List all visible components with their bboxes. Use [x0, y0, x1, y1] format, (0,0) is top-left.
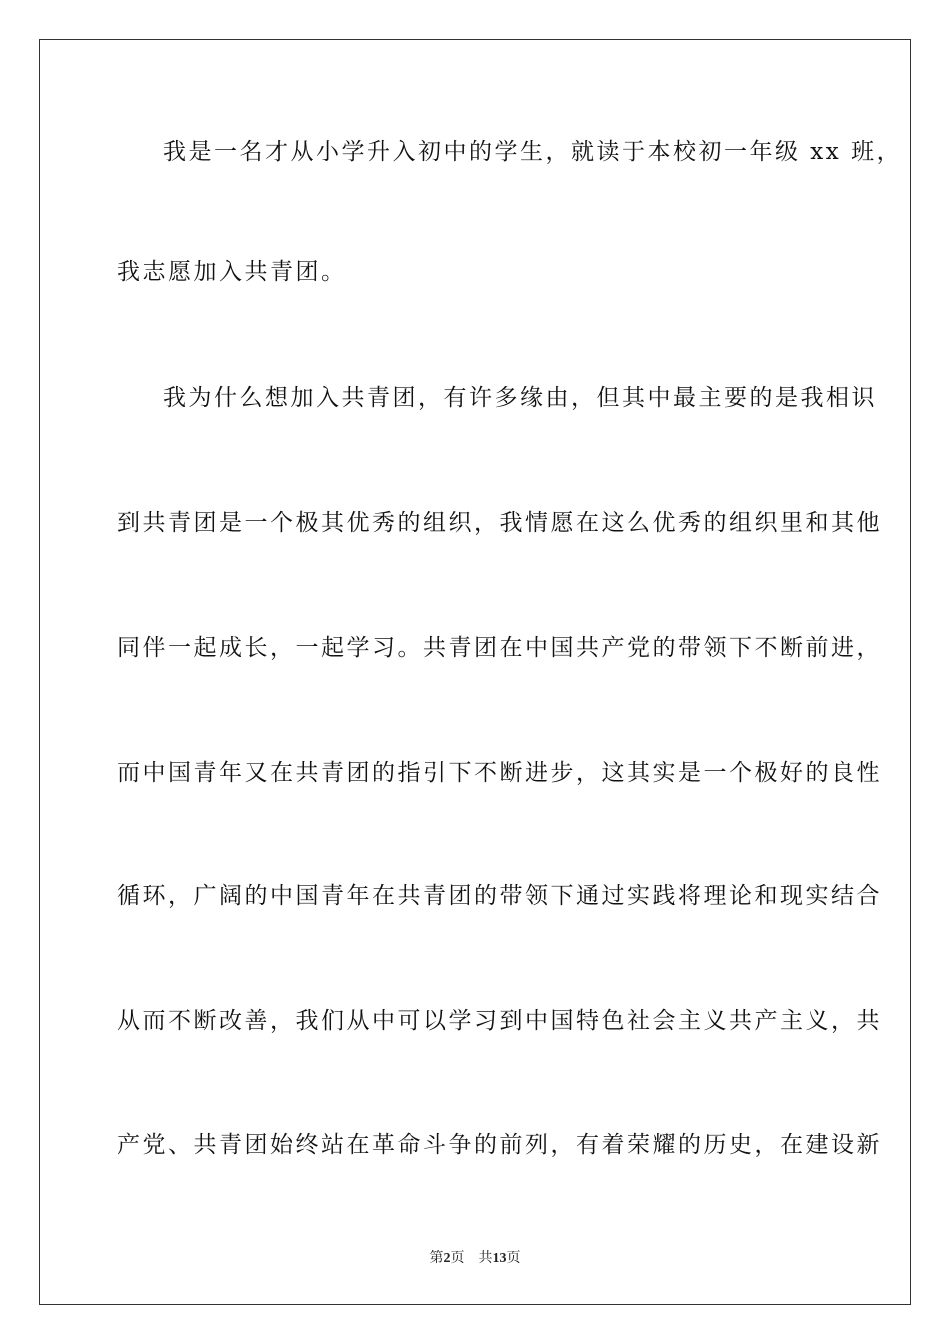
page-border: [39, 39, 911, 1305]
total-prefix: 共: [478, 1250, 493, 1266]
paragraph-2-line-2: 到共青团是一个极其优秀的组织，我情愿在这么优秀的组织里和其他: [117, 510, 882, 536]
total-suffix: 页: [506, 1250, 521, 1266]
paragraph-2-line-1: 我为什么想加入共青团，有许多缘由，但其中最主要的是我相识: [163, 385, 877, 411]
paragraph-2-line-3: 同伴一起成长，一起学习。共青团在中国共产党的带领下不断前进，: [117, 635, 882, 661]
paragraph-2-line-5: 循环，广阔的中国青年在共青团的带领下通过实践将理论和现实结合: [117, 883, 882, 909]
page-number: 2: [443, 1251, 451, 1266]
page-suffix: 页: [450, 1250, 465, 1266]
total-pages: 13: [492, 1251, 507, 1266]
page-footer: [0, 1248, 950, 1269]
paragraph-2-line-7: 产党、共青团始终站在革命斗争的前列，有着荣耀的历史，在建设新: [117, 1132, 882, 1158]
paragraph-2-line-6: 从而不断改善，我们从中可以学习到中国特色社会主义共产主义，共: [117, 1008, 882, 1034]
page-prefix: 第: [429, 1250, 444, 1266]
paragraph-1-line-1: 我是一名才从小学升入初中的学生，就读于本校初一年级 xx 班，: [163, 139, 903, 165]
paragraph-1-line-2: 我志愿加入共青团。: [117, 259, 347, 285]
paragraph-2-line-4: 而中国青年又在共青团的指引下不断进步，这其实是一个极好的良性: [117, 760, 882, 786]
